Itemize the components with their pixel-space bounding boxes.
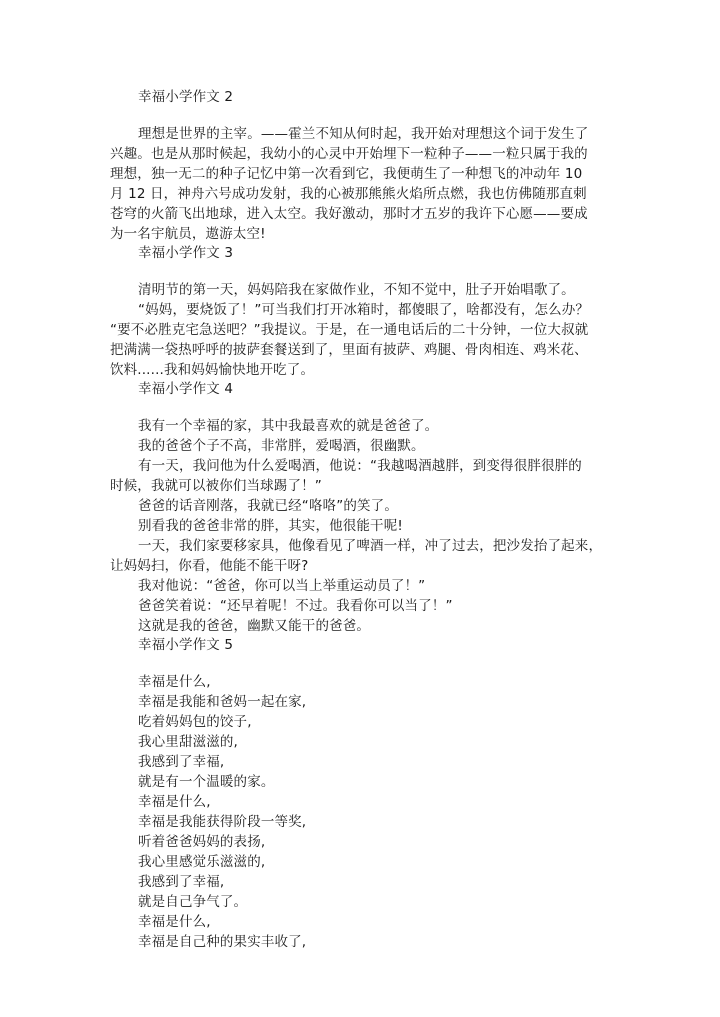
paragraph-line: 把满满一袋热呼呼的披萨套餐送到了，里面有披萨、鸡腿、骨肉相连、鸡米花、	[110, 342, 588, 358]
paragraph-line: 一天，我们家要移家具，他像看见了啤酒一样，冲了过去，把沙发抬了起来，	[138, 538, 603, 554]
poem-line: 听着爸爸妈妈的表扬,	[138, 834, 266, 850]
poem-line: 幸福是什么,	[138, 674, 211, 690]
poem-line: 幸福是什么,	[138, 914, 211, 930]
paragraph-line: “妈妈，要烧饭了！”可当我们打开冰箱时，都傻眼了，啥都没有，怎么办？	[138, 302, 590, 318]
section-heading: 幸福小学作文 5	[138, 637, 234, 653]
paragraph-line: 清明节的第一天，妈妈陪我在家做作业，不知不觉中，肚子开始唱歌了。	[138, 282, 575, 298]
section-heading: 幸福小学作文 4	[138, 381, 234, 397]
poem-line: 我心里甜滋滋的,	[138, 734, 238, 750]
paragraph-line: 让妈妈扫，你看，他能不能干呀?	[110, 558, 309, 574]
poem-line: 我心里感觉乐滋滋的,	[138, 854, 266, 870]
paragraph-line: 爸爸的话音刚落，我就已经“咯咯”的笑了。	[138, 498, 398, 514]
paragraph-line: 理想是世界的主宰。——霍兰不知从何时起，我开始对理想这个词于发生了	[138, 126, 589, 142]
section-heading: 幸福小学作文 3	[138, 245, 234, 261]
paragraph-line: 别看我的爸爸非常的胖，其实，他很能干呢!	[138, 518, 403, 534]
poem-line: 我感到了幸福,	[138, 754, 225, 770]
paragraph-line: 这就是我的爸爸，幽默又能干的爸爸。	[138, 618, 371, 634]
poem-line: 幸福是什么,	[138, 794, 211, 810]
poem-line: 就是自己争气了。	[138, 894, 248, 910]
paragraph-line: 我的爸爸个子不高，非常胖，爱喝酒，很幽默。	[138, 438, 425, 454]
poem-line: 就是有一个温暖的家。	[138, 774, 275, 790]
paragraph-line: 我有一个幸福的家，其中我最喜欢的就是爸爸了。	[138, 418, 439, 434]
paragraph-line: 苍穹的火箭飞出地球，进入太空。我好激动，那时才五岁的我许下心愿——要成	[110, 206, 588, 222]
paragraph-line: 为一名宇航员，遨游太空!	[110, 226, 266, 242]
paragraph-line: 时候，我就可以被你们当球踢了！”	[110, 478, 322, 494]
paragraph-line: 饮料......我和妈妈愉快地开吃了。	[110, 362, 315, 378]
paragraph-line: 爸爸笑着说：“还早着呢！不过。我看你可以当了！”	[138, 598, 453, 614]
poem-line: 吃着妈妈包的饺子,	[138, 714, 252, 730]
paragraph-line: 我对他说：“爸爸，你可以当上举重运动员了！”	[138, 578, 426, 594]
paragraph-line: 有一天，我问他为什么爱喝酒，他说：“我越喝酒越胖，到变得很胖很胖的	[138, 458, 582, 474]
poem-line: 幸福是自己种的果实丰收了,	[138, 934, 307, 950]
paragraph-line: 兴趣。也是从那时候起，我幼小的心灵中开始埋下一粒种子——一粒只属于我的	[110, 146, 588, 162]
poem-line: 幸福是我能和爸妈一起在家,	[138, 694, 307, 710]
section-heading: 幸福小学作文 2	[138, 89, 234, 105]
paragraph-line: 理想，独一无二的种子记忆中第一次看到它，我便萌生了一种想飞的冲动年 10	[110, 166, 583, 182]
poem-line: 我感到了幸福,	[138, 874, 225, 890]
paragraph-line: 月 12 日，神舟六号成功发射，我的心被那熊熊火焰所点燃，我也仿佛随那直刺	[110, 186, 587, 202]
poem-line: 幸福是我能获得阶段一等奖,	[138, 814, 307, 830]
paragraph-line: “要不必胜克宅急送吧？”我提议。于是，在一通电话后的二十分钟，一位大叔就	[110, 322, 589, 338]
